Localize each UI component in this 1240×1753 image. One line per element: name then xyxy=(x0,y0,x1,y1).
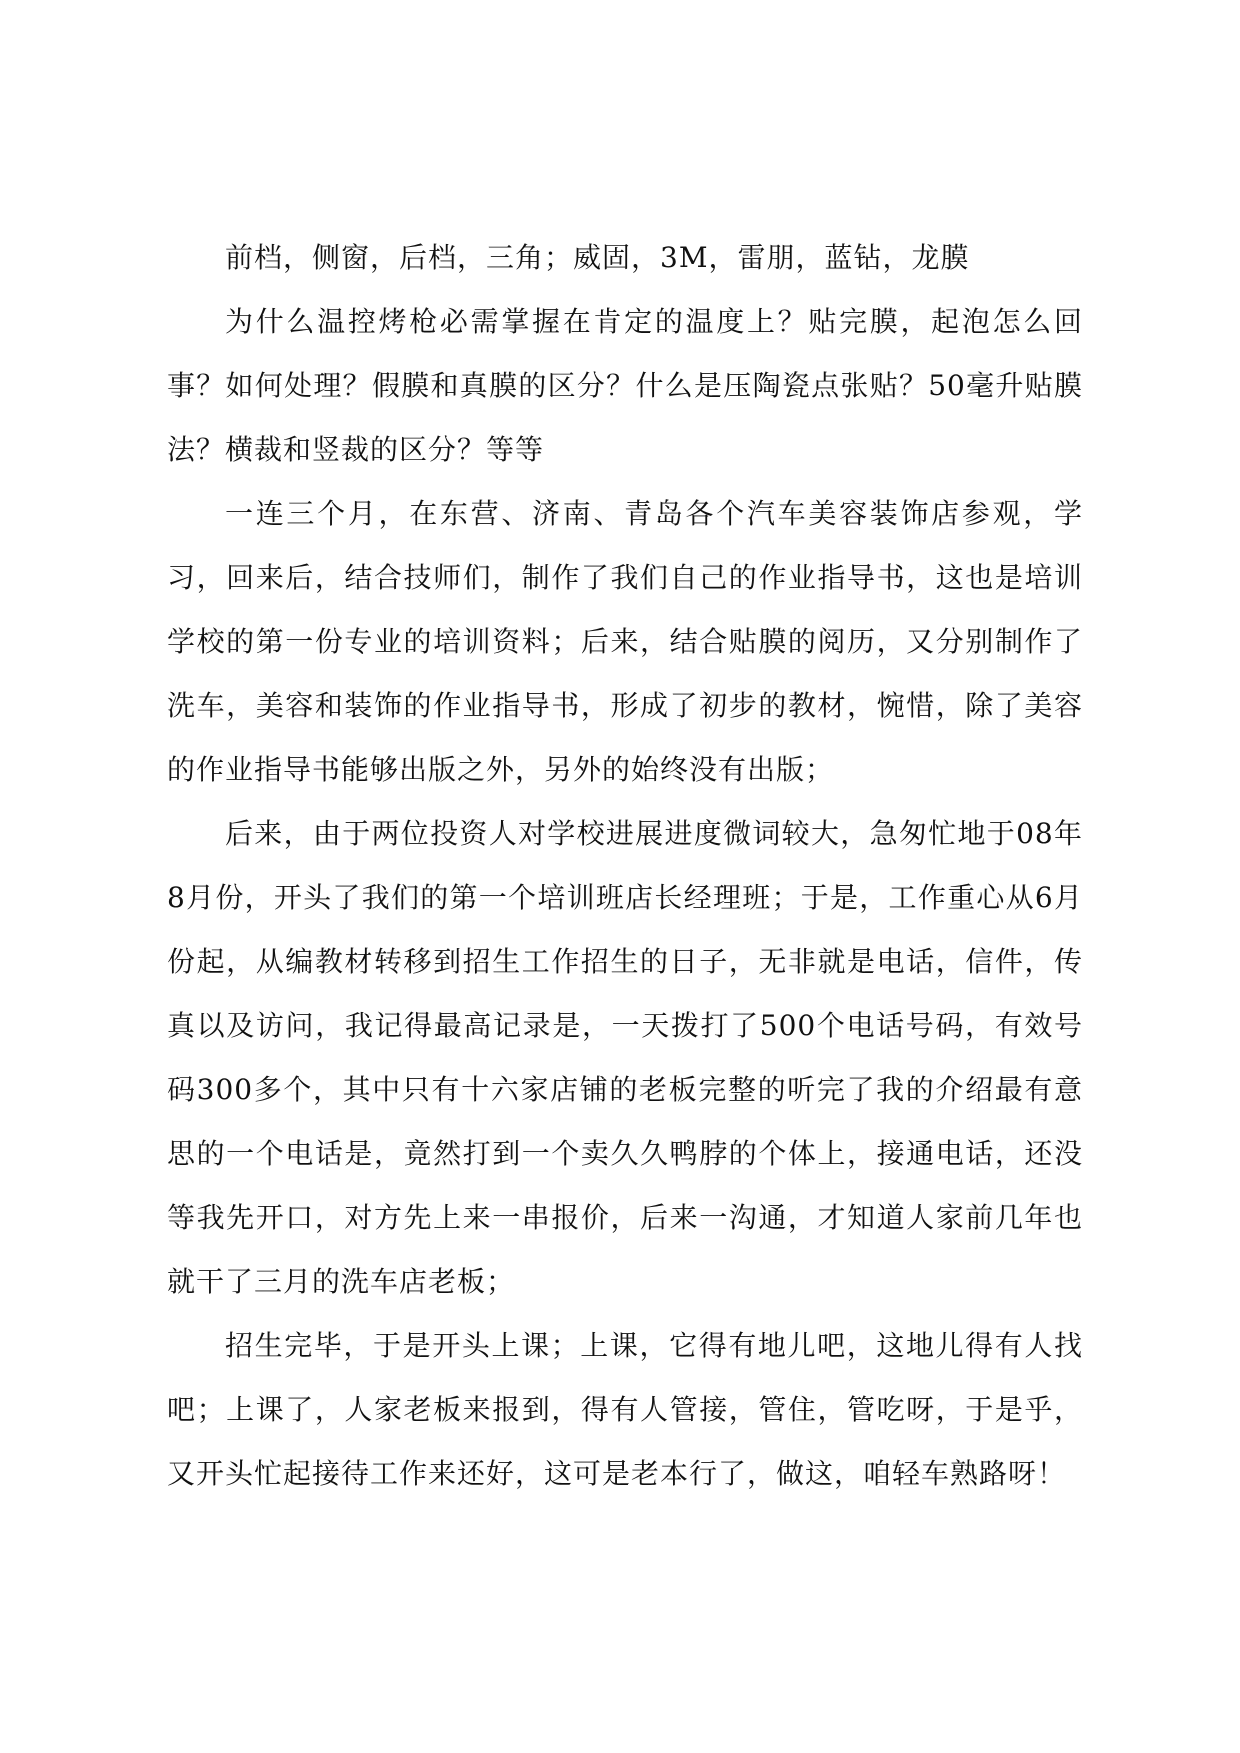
paragraph-learning-materials: 一连三个月，在东营、济南、青岛各个汽车美容装饰店参观，学习，回来后，结合技师们，制作了我们自己的作业指导书，这也是培训学校的第一份专业的培训资料；后来，结合贴膜的阅历，又分别制作了洗车，美容和装饰的作业指导书，形成了初步的教材，惋惜，除了美容的作业指导书能够出版之外，另外的始终没有出版； xyxy=(167,497,1083,786)
paragraph-film-types: 前档，侧窗，后档，三角；威固，3M，雷朋，蓝钻，龙膜 xyxy=(225,241,970,274)
document-body xyxy=(167,226,1083,1506)
paragraph-enrollment: 后来，由于两位投资人对学校进展进度微词较大，急匆忙地于08年8月份，开头了我们的第一个培训班店长经理班；于是，工作重心从6月份起，从编教材转移到招生工作招生的日子，无非就是电话，信件，传真以及访问，我记得最高记录是，一天拨打了500个电话号码，有效号码300多个，其中只有十六家店铺的老板完整的听完了我的介绍最有意思的一个电话是，竟然打到一个卖久久鸭脖的个体上，接通电话，还没等我先开口，对方先上来一串报价，后来一沟通，才知道人家前几年也就干了三月的洗车店老板； xyxy=(167,817,1083,1298)
paragraph-classes-start: 招生完毕，于是开头上课；上课，它得有地儿吧，这地儿得有人找吧；上课了，人家老板来报到，得有人管接，管住，管吃呀，于是乎，又开头忙起接待工作来还好，这可是老本行了，做这，咱轻车熟路呀！ xyxy=(167,1329,1083,1490)
paragraph-training-questions: 为什么温控烤枪必需掌握在肯定的温度上？贴完膜，起泡怎么回事？如何处理？假膜和真膜的区分？什么是压陶瓷点张贴？50毫升贴膜法？横裁和竖裁的区分？等等 xyxy=(167,305,1083,466)
